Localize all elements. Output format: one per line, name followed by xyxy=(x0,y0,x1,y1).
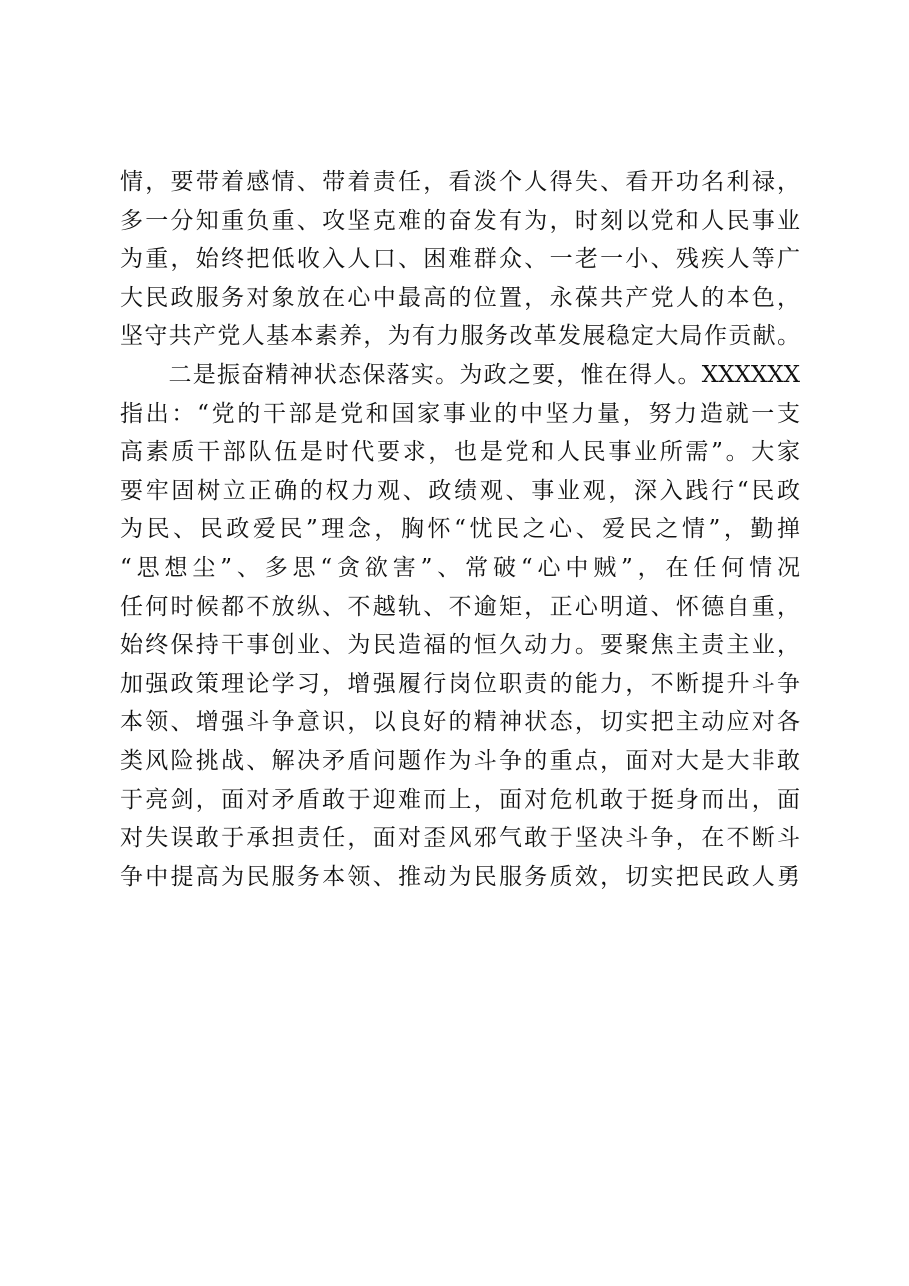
text-line: 加强政策理论学习，增强履行岗位职责的能力，不断提升斗争 xyxy=(120,670,800,697)
text-line: 类风险挑战、解决矛盾问题作为斗争的重点，面对大是大非敢 xyxy=(120,747,800,774)
text-line: 为重，始终把低收入人口、困难群众、一老一小、残疾人等广 xyxy=(120,246,800,273)
text-line: “思想尘”、多思“贪欲害”、常破“心中贼”，在任何情况 xyxy=(120,554,800,581)
text-line: 要牢固树立正确的权力观、政绩观、事业观，深入践行“民政 xyxy=(120,477,800,504)
text-line: 对失误敢于承担责任，面对歪风邪气敢于坚决斗争，在不断斗 xyxy=(120,825,800,852)
text-line: 本领、增强斗争意识，以良好的精神状态，切实把主动应对各 xyxy=(120,709,800,736)
text-line: 多一分知重负重、攻坚克难的奋发有为，时刻以党和人民事业 xyxy=(120,207,800,234)
paragraph-heading-line: 二是振奋精神状态保落实。为政之要，惟在得人。XXXXXX xyxy=(120,361,800,388)
text-line: 为民、民政爱民”理念，胸怀“忧民之心、爱民之情”，勤掸 xyxy=(120,516,800,543)
text-line: 争中提高为民服务本领、推动为民服务质效，切实把民政人勇 xyxy=(120,863,800,890)
text-line: 高素质干部队伍是时代要求，也是党和人民事业所需”。大家 xyxy=(120,439,800,466)
text-line: 于亮剑，面对矛盾敢于迎难而上，面对危机敢于挺身而出，面 xyxy=(120,786,800,813)
text-line: 始终保持干事创业、为民造福的恒久动力。要聚焦主责主业， xyxy=(120,632,800,659)
body-text xyxy=(120,163,800,896)
text-line: 情，要带着感情、带着责任，看淡个人得失、看开功名利禄， xyxy=(120,169,800,195)
text-line: 任何时候都不放纵、不越轨、不逾矩，正心明道、怀德自重， xyxy=(120,593,800,620)
text-line: 坚守共产党人基本素养，为有力服务改革发展稳定大局作贡献。 xyxy=(120,323,800,350)
text-line: 大民政服务对象放在心中最高的位置，永葆共产党人的本色， xyxy=(120,284,800,311)
text-line: 指出：“党的干部是党和国家事业的中坚力量，努力造就一支 xyxy=(120,400,800,427)
